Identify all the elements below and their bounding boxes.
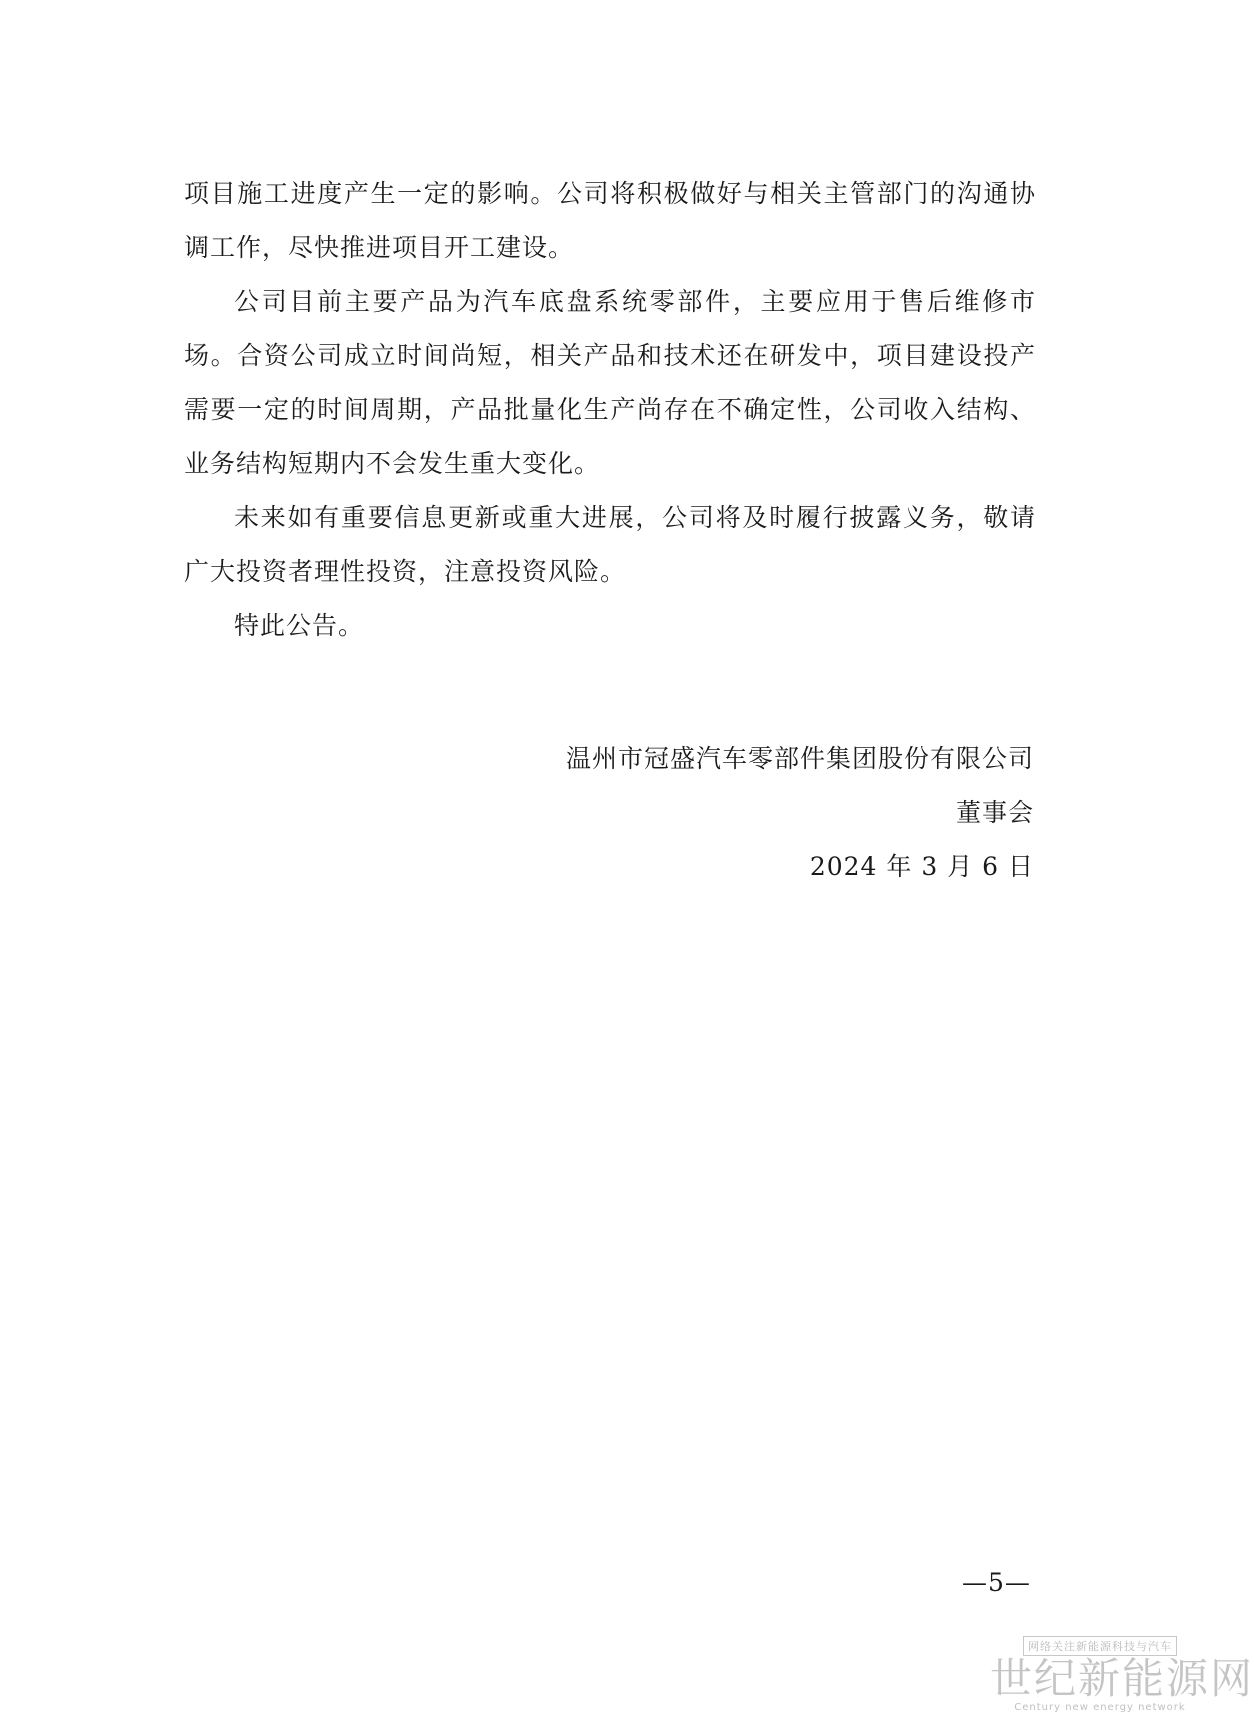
paragraph-products: 公司目前主要产品为汽车底盘系统零部件，主要应用于售后维修市场。合资公司成立时间尚短，相关产品和技术还在研发中，项目建设投产需要一定的时间周期，产品批量化生产尚存在不确定性，公司收入结构、业务结构短期内不会发生重大变化。: [184, 287, 1036, 478]
company-name: 温州市冠盛汽车零部件集团股份有限公司: [565, 744, 1034, 773]
watermark-tagline: 网络关注新能源科技与汽车: [1023, 1636, 1177, 1656]
announcement-date: 2024 年 3 月 6 日: [809, 852, 1034, 881]
page-number: —5—: [962, 1568, 1031, 1597]
board-name: 董事会: [955, 798, 1034, 827]
paragraph-disclosure: 未来如有重要信息更新或重大进展，公司将及时履行披露义务，敬请广大投资者理性投资，注意投资风险。: [184, 503, 1036, 586]
watermark-subtitle: Century new energy network: [1014, 1702, 1186, 1713]
closing-statement: 特此公告。: [234, 611, 365, 640]
signature-block: [566, 732, 1034, 894]
announcement-body: [184, 167, 1036, 653]
paragraph-continuation: 项目施工进度产生一定的影响。公司将积极做好与相关主管部门的沟通协调工作，尽快推进项目开工建设。: [184, 179, 1036, 262]
watermark-title: 世纪新能源网: [990, 1654, 1254, 1703]
watermark-logo: [990, 1635, 1254, 1720]
